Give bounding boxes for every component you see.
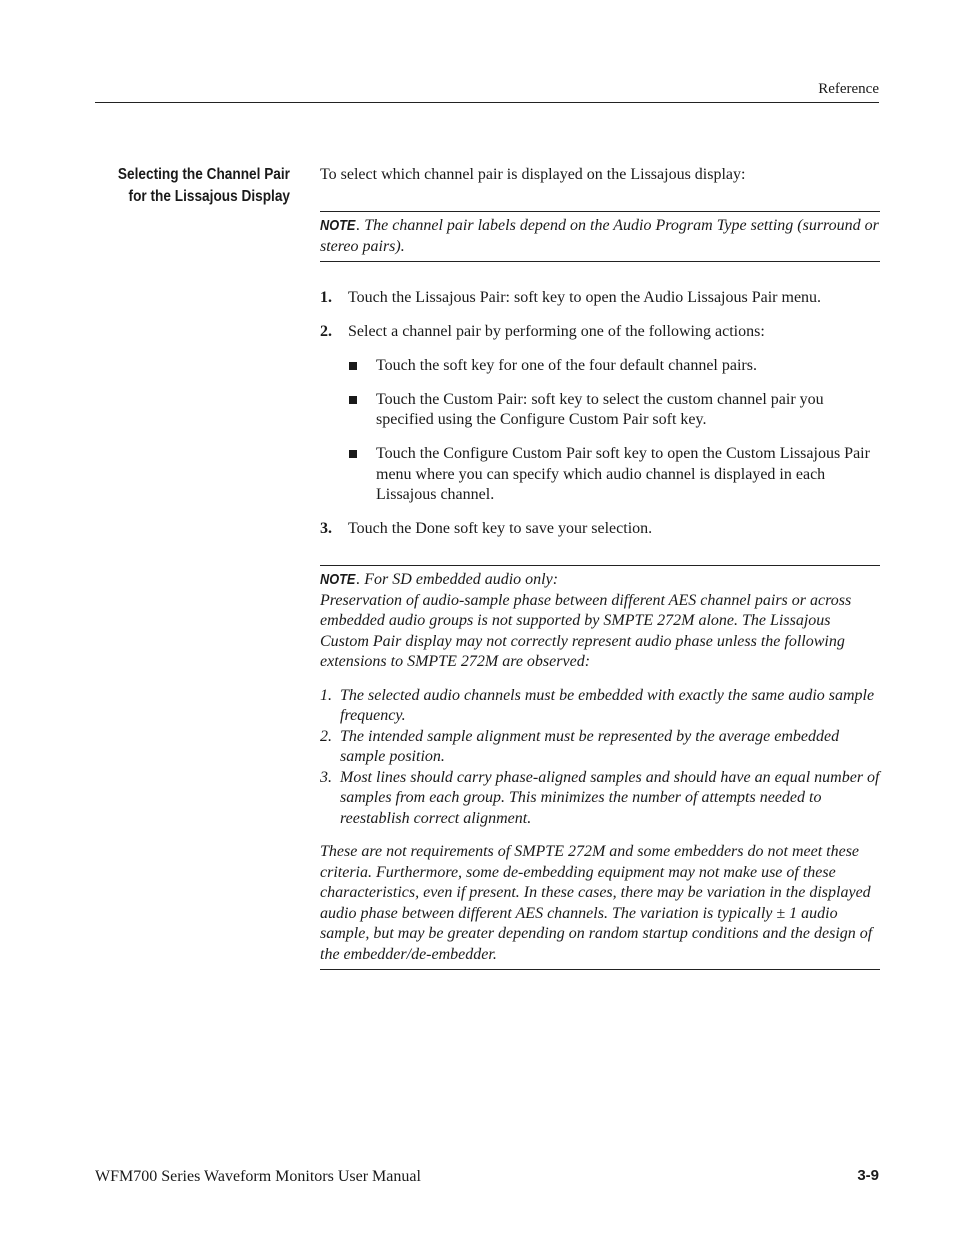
step-item [320,322,880,506]
square-bullet-icon [348,444,376,506]
step-item [320,288,880,309]
section-heading-line-2: for the Lissajous Display [128,188,290,205]
note-closing: These are not requirements of SMPTE 272M and some embedders do not meet these criteria. Furthermore, some de-embedding equipment may not make use of these characteristics, even if present. In these cases, there may be variation in the displayed audio phase between different AES channels. The variation is typically ± 1 audio sample, but may be greater depending on random startup conditions and the design of the embedder/de-embedder. [320,843,873,963]
step-item [320,519,880,540]
note-label: NOTE [320,218,356,234]
note-text: . The channel pair labels depend on the Audio Program Type setting (surround or stereo pairs). [320,217,879,255]
footer-manual-title: WFM700 Series Waveform Monitors User Manual [95,1168,421,1185]
header-rule [95,102,879,103]
note-item-number: 3. [320,768,332,786]
step-number: 1. [320,289,332,306]
note-item-text: Most lines should carry phase-aligned samples and should have an equal number of samples from each group. This minimizes the number of attempts needed to reestablish correct alignment. [340,768,880,827]
note-title: . For SD embedded audio only: [356,571,559,588]
section-heading-line-1: Selecting the Channel Pair [117,166,290,183]
procedure-steps [320,288,880,553]
note-item-number: 1. [320,686,332,704]
note-box-channel-labels [320,211,880,262]
bullet-list [348,356,880,506]
step-text: Touch the Lissajous Pair: soft key to open the Audio Lissajous Pair menu. [348,289,822,306]
bullet-text: Touch the Configure Custom Pair soft key to open the Custom Lissajous Pair menu where you can specify which audio channel is displayed in each Lissajous channel. [376,445,870,503]
note-label: NOTE [320,572,356,588]
running-header: Reference [818,81,879,97]
bullet-text: Touch the soft key for one of the four default channel pairs. [376,356,757,374]
section-heading [88,164,290,208]
intro-paragraph: To select which channel pair is displayed on the Lissajous display: [320,166,746,183]
step-text: Select a channel pair by performing one of the following actions: [348,323,765,340]
bullet-text: Touch the Custom Pair: soft key to select the custom channel pair you specified using the Configure Custom Pair soft key. [376,390,824,428]
bullet-item [348,444,880,506]
page-number: 3-9 [857,1167,879,1184]
note-intro: Preservation of audio-sample phase between different AES channel pairs or across embedded audio groups is not supported by SMPTE 272M alone. The Lissajous Custom Pair display may not correctly represent audio phase unless the following extensions to SMPTE 272M are observed: [320,591,852,670]
note-item-text: The selected audio channels must be embedded with exactly the same audio sample frequency. [340,686,875,724]
step-text: Touch the Done soft key to save your selection. [348,520,653,537]
step-number: 3. [320,520,332,537]
note-list-item [320,727,880,768]
step-number: 2. [320,323,332,340]
note-item-text: The intended sample alignment must be represented by the average embedded sample position. [340,727,840,765]
note-list-item [320,686,880,727]
bullet-item [348,390,880,431]
note-box-sd-embedded-audio [320,565,880,970]
note-list-item [320,768,880,830]
square-bullet-icon [348,390,376,431]
square-bullet-icon [348,356,376,377]
bullet-item [348,356,880,377]
note-item-number: 2. [320,727,332,745]
note-numbered-list [320,686,880,830]
